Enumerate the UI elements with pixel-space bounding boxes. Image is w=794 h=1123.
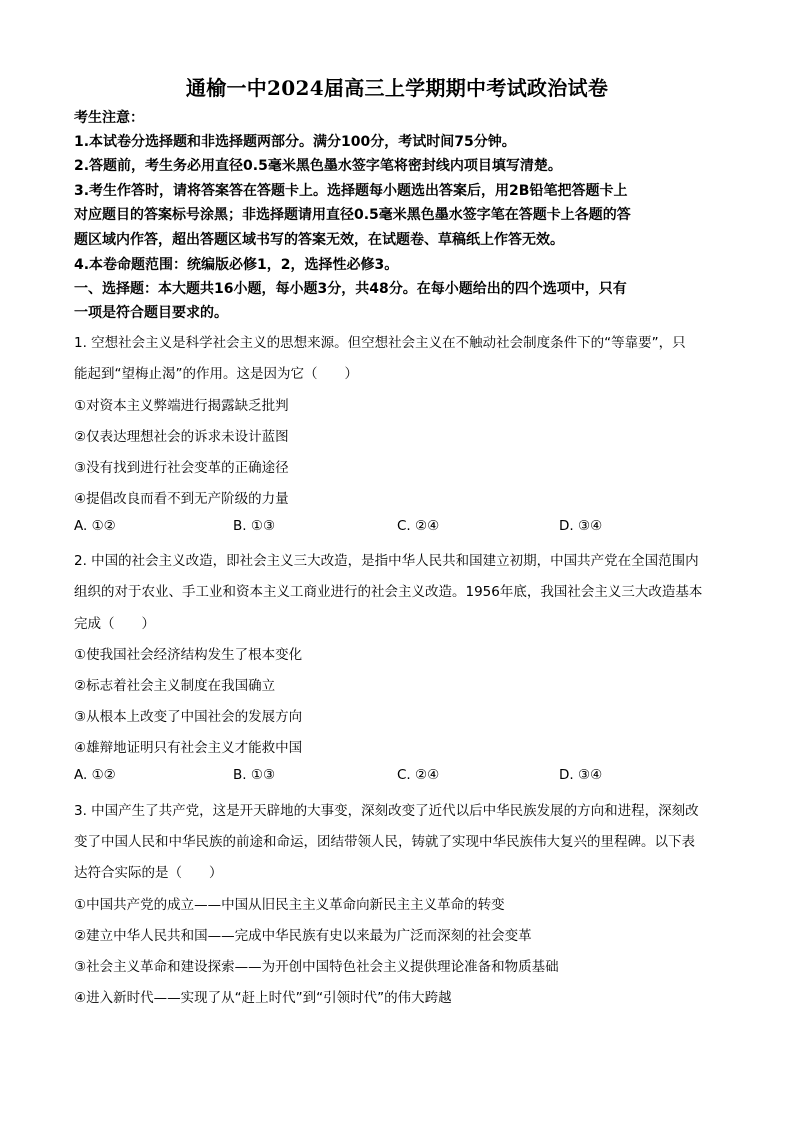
- notice-heading: 考生注意：: [74, 110, 144, 126]
- option-c: C. ②④: [397, 518, 440, 534]
- question-stem: 组织的对于农业、手工业和资本主义工商业进行的社会主义改造。1956年底，我国社会主义三大改造基本: [74, 584, 703, 600]
- notice-item: 2.答题前，考生务必用直径0.5毫米黑色墨水签字笔将密封线内项目填写清楚。: [74, 158, 562, 174]
- question-stem: 2. 中国的社会主义改造，即社会主义三大改造，是指中华人民共和国建立初期，中国共产党在全国范围内: [74, 553, 699, 569]
- section-heading: 一、选择题：本大题共16小题，每小题3分，共48分。在每小题给出的四个选项中，只有: [74, 281, 627, 297]
- option-d: D. ③④: [559, 518, 603, 534]
- option-a: A. ①②: [74, 767, 116, 783]
- question-stem: 1. 空想社会主义是科学社会主义的思想来源。但空想社会主义在不触动社会制度条件下的“等靠要”，只: [74, 335, 686, 351]
- option-b: B. ①③: [233, 767, 276, 783]
- section-heading-cont: 一项是符合题目要求的。: [74, 305, 228, 321]
- option-c: C. ②④: [397, 767, 440, 783]
- option-b: B. ①③: [233, 518, 276, 534]
- question-stem: 达符合实际的是（ ）: [74, 865, 223, 881]
- notice-item: 1.本试卷分选择题和非选择题两部分。满分100分，考试时间75分钟。: [74, 134, 516, 150]
- question-item: ④提倡改良而看不到无产阶级的力量: [74, 491, 289, 507]
- question-item: ①中国共产党的成立——中国从旧民主主义革命向新民主主义革命的转变: [74, 897, 505, 913]
- question-item: ④进入新时代——实现了从“赶上时代”到“引领时代”的伟大跨越: [74, 990, 452, 1006]
- notice-item: 对应题目的答案标号涂黑；非选择题请用直径0.5毫米黑色墨水签字笔在答题卡上各题的答: [74, 207, 631, 223]
- question-stem: 变了中国人民和中华民族的前途和命运，团结带领人民，铸就了实现中华民族伟大复兴的里程碑。以下表: [74, 834, 695, 850]
- page-title: 通榆一中2024届高三上学期期中考试政治试卷: [185, 76, 609, 100]
- question-stem: 3. 中国产生了共产党，这是开天辟地的大事变，深刻改变了近代以后中华民族发展的方向和进程，深刻改: [74, 803, 699, 819]
- notice-item: 3.考生作答时，请将答案答在答题卡上。选择题每小题选出答案后，用2B铅笔把答题卡上: [74, 183, 628, 199]
- notice-item: 4.本卷命题范围：统编版必修1，2，选择性必修3。: [74, 257, 399, 273]
- question-item: ①使我国社会经济结构发生了根本变化: [74, 647, 303, 663]
- question-item: ③从根本上改变了中国社会的发展方向: [74, 709, 303, 725]
- notice-item: 题区域内作答，超出答题区域书写的答案无效，在试题卷、草稿纸上作答无效。: [74, 232, 564, 248]
- option-a: A. ①②: [74, 518, 116, 534]
- question-item: ③没有找到进行社会变革的正确途径: [74, 460, 289, 476]
- question-item: ②标志着社会主义制度在我国确立: [74, 678, 276, 694]
- question-stem: 完成（ ）: [74, 616, 155, 632]
- question-item: ③社会主义革命和建设探索——为开创中国特色社会主义提供理论准备和物质基础: [74, 959, 559, 975]
- question-item: ④雄辩地证明只有社会主义才能救中国: [74, 740, 303, 756]
- question-item: ②仅表达理想社会的诉求未设计蓝图: [74, 429, 289, 445]
- question-stem: 能起到“望梅止渴”的作用。这是因为它（ ）: [74, 366, 358, 382]
- question-item: ①对资本主义弊端进行揭露缺乏批判: [74, 398, 289, 414]
- option-d: D. ③④: [559, 767, 603, 783]
- question-item: ②建立中华人民共和国——完成中华民族有史以来最为广泛而深刻的社会变革: [74, 928, 532, 944]
